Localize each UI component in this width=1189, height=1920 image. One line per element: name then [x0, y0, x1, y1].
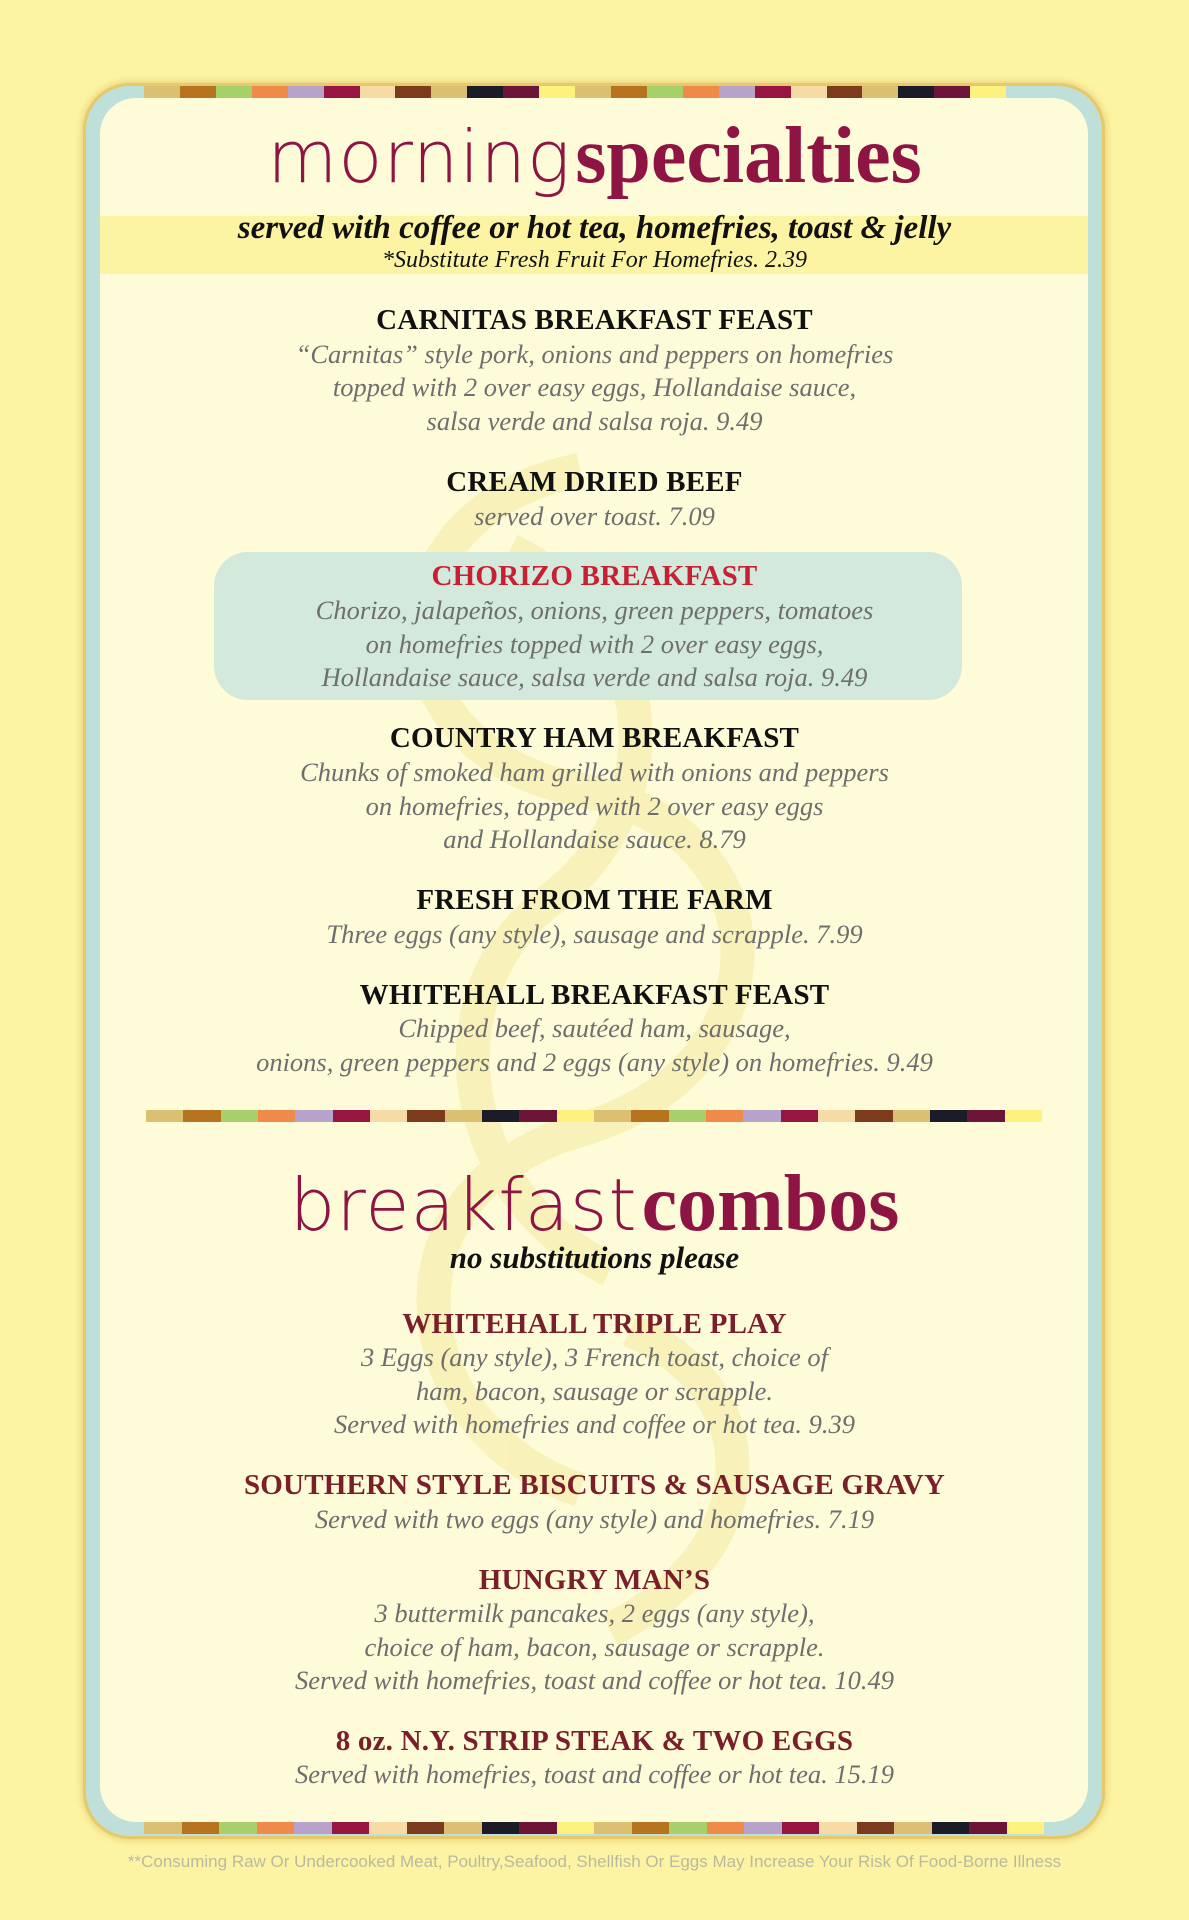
stripe-segment — [482, 1110, 519, 1122]
stripe-segment — [707, 1822, 745, 1834]
stripe-segment — [743, 1110, 780, 1122]
stripe-segment — [611, 86, 647, 98]
stripe-segment — [827, 86, 863, 98]
stripe-segment — [632, 1822, 670, 1834]
stripe-segment — [144, 1822, 182, 1834]
menu-item-desc: served over toast. 7.09 — [474, 501, 715, 531]
stripe-segment — [519, 1822, 557, 1834]
combo-item-name: HUNGRY MAN’S — [478, 1564, 711, 1596]
food-safety-footnote: **Consuming Raw Or Undercooked Meat, Poultry,Seafood, Shellfish Or Eggs May Increase Your Risk Of Food-Borne Illness — [127, 1852, 1062, 1871]
combo-item-desc: ham, bacon, sausage or scrapple. — [416, 1376, 773, 1406]
menu-item-desc: onions, green peppers and 2 eggs (any style) on homefries. 9.49 — [256, 1047, 933, 1077]
stripe-segment — [219, 1822, 257, 1834]
stripe-segment — [333, 1110, 370, 1122]
stripe-segment — [857, 1822, 895, 1834]
stripe-segment — [519, 1110, 556, 1122]
combo-item-name: SOUTHERN STYLE BISCUITS & SAUSAGE GRAVY — [243, 1469, 946, 1501]
title-light-word: morning — [267, 115, 572, 199]
stripe-segment — [369, 1822, 407, 1834]
stripe-segment — [719, 86, 755, 98]
combo-item-desc: choice of ham, bacon, sausage or scrapple. — [364, 1632, 825, 1662]
stripe-segment — [144, 86, 180, 98]
stripe-segment — [183, 1110, 220, 1122]
stripe-segment — [898, 86, 934, 98]
stripe-segment — [970, 86, 1006, 98]
stripe-segment — [257, 1822, 295, 1834]
stripe-segment — [930, 1110, 967, 1122]
stripe-segment — [782, 1822, 820, 1834]
stripe-segment — [969, 1822, 1007, 1834]
stripe-segment — [360, 86, 396, 98]
menu-item-desc: and Hollandaise sauce. 8.79 — [443, 824, 746, 854]
stripe-segment — [855, 1110, 892, 1122]
title-bold-word: specialties — [575, 112, 922, 200]
stripe-segment — [295, 1110, 332, 1122]
stripe-segment — [370, 1110, 407, 1122]
menu-item-name: WHITEHALL BREAKFAST FEAST — [359, 979, 830, 1011]
stripe-segment — [221, 1110, 258, 1122]
menu-item-desc: topped with 2 over easy eggs, Hollandaise sauce, — [332, 372, 857, 402]
color-stripe-top — [144, 86, 1006, 98]
stripe-segment — [146, 1110, 183, 1122]
combo-item-desc: Served with homefries, toast and coffee or hot tea. 10.49 — [294, 1665, 895, 1695]
menu-item-desc: Chipped beef, sautéed ham, sausage, — [398, 1013, 791, 1043]
menu-item-name: CREAM DRIED BEEF — [446, 466, 743, 498]
stripe-segment — [755, 86, 791, 98]
stripe-segment — [967, 1110, 1004, 1122]
stripe-segment — [503, 86, 539, 98]
stripe-segment — [258, 1110, 295, 1122]
stripe-segment — [332, 1822, 370, 1834]
stripe-segment — [294, 1822, 332, 1834]
stripe-segment — [894, 1822, 932, 1834]
color-stripe-bottom — [144, 1822, 1044, 1834]
stripe-segment — [324, 86, 360, 98]
combo-item-desc: Served with two eggs (any style) and homefries. 7.19 — [314, 1504, 875, 1534]
stripe-segment — [180, 86, 216, 98]
morning-subtitle: served with coffee or hot tea, homefries, toast & jelly — [237, 210, 952, 246]
stripe-segment — [557, 1110, 594, 1122]
menu-item-desc: salsa verde and salsa roja. 9.49 — [426, 406, 763, 436]
stripe-segment — [467, 86, 503, 98]
stripe-segment — [395, 86, 431, 98]
stripe-segment — [557, 1822, 595, 1834]
menu-item-name-featured: CHORIZO BREAKFAST — [431, 560, 758, 592]
stripe-segment — [862, 86, 898, 98]
stripe-segment — [445, 1110, 482, 1122]
stripe-segment — [288, 86, 324, 98]
combo-item-name: 8 oz. N.Y. STRIP STEAK & TWO EGGS — [335, 1725, 854, 1757]
stripe-segment — [669, 1110, 706, 1122]
stripe-segment — [216, 86, 252, 98]
combo-item-desc: 3 buttermilk pancakes, 2 eggs (any style), — [374, 1598, 815, 1628]
menu-item-desc: Chorizo, jalapeños, onions, green peppers, tomatoes — [315, 595, 874, 625]
stripe-segment — [683, 86, 719, 98]
stripe-segment — [893, 1110, 930, 1122]
stripe-segment — [819, 1822, 857, 1834]
stripe-segment — [182, 1822, 220, 1834]
stripe-segment — [706, 1110, 743, 1122]
color-stripe-divider — [146, 1110, 1042, 1122]
stripe-segment — [444, 1822, 482, 1834]
combo-item-desc: Served with homefries and coffee or hot tea. 9.39 — [333, 1409, 856, 1439]
breakfast-combos-title — [0, 1160, 1189, 1248]
stripe-segment — [575, 86, 611, 98]
stripe-segment — [818, 1110, 855, 1122]
stripe-segment — [932, 1822, 970, 1834]
stripe-segment — [407, 1110, 444, 1122]
stripe-segment — [781, 1110, 818, 1122]
stripe-segment — [594, 1822, 632, 1834]
substitution-note: *Substitute Fresh Fruit For Homefries. 2.39 — [381, 247, 808, 273]
stripe-segment — [252, 86, 288, 98]
stripe-segment — [482, 1822, 520, 1834]
stripe-segment — [744, 1822, 782, 1834]
stripe-segment — [934, 86, 970, 98]
combos-subtitle: no substitutions please — [449, 1240, 740, 1275]
stripe-segment — [407, 1822, 445, 1834]
stripe-segment — [669, 1822, 707, 1834]
menu-item-desc: Chunks of smoked ham grilled with onions and peppers — [300, 757, 889, 787]
stripe-segment — [539, 86, 575, 98]
menu-item-desc: on homefries topped with 2 over easy eggs, — [365, 629, 824, 659]
stripe-segment — [594, 1110, 631, 1122]
stripe-segment — [1007, 1822, 1045, 1834]
menu-item-name: FRESH FROM THE FARM — [416, 884, 773, 916]
menu-item-desc: Three eggs (any style), sausage and scrapple. 7.99 — [326, 919, 863, 949]
stripe-segment — [1005, 1110, 1042, 1122]
stripe-segment — [631, 1110, 668, 1122]
combo-item-desc: 3 Eggs (any style), 3 French toast, choice of — [360, 1342, 829, 1372]
menu-item-desc: on homefries, topped with 2 over easy eggs — [365, 791, 824, 821]
menu-item-name: CARNITAS BREAKFAST FEAST — [376, 304, 813, 336]
menu-item-name: COUNTRY HAM BREAKFAST — [389, 722, 800, 754]
menu-item-desc: “Carnitas” style pork, onions and peppers on homefries — [295, 339, 894, 369]
morning-specialties-title — [0, 112, 1189, 200]
menu-item-desc: Hollandaise sauce, salsa verde and salsa roja. 9.49 — [321, 662, 868, 692]
stripe-segment — [431, 86, 467, 98]
combo-item-desc: Served with homefries, toast and coffee or hot tea. 15.19 — [294, 1759, 895, 1789]
stripe-segment — [647, 86, 683, 98]
combo-item-name: WHITEHALL TRIPLE PLAY — [402, 1308, 787, 1340]
stripe-segment — [791, 86, 827, 98]
title-light-word: breakfast — [289, 1163, 638, 1247]
title-bold-word: combos — [641, 1160, 900, 1248]
